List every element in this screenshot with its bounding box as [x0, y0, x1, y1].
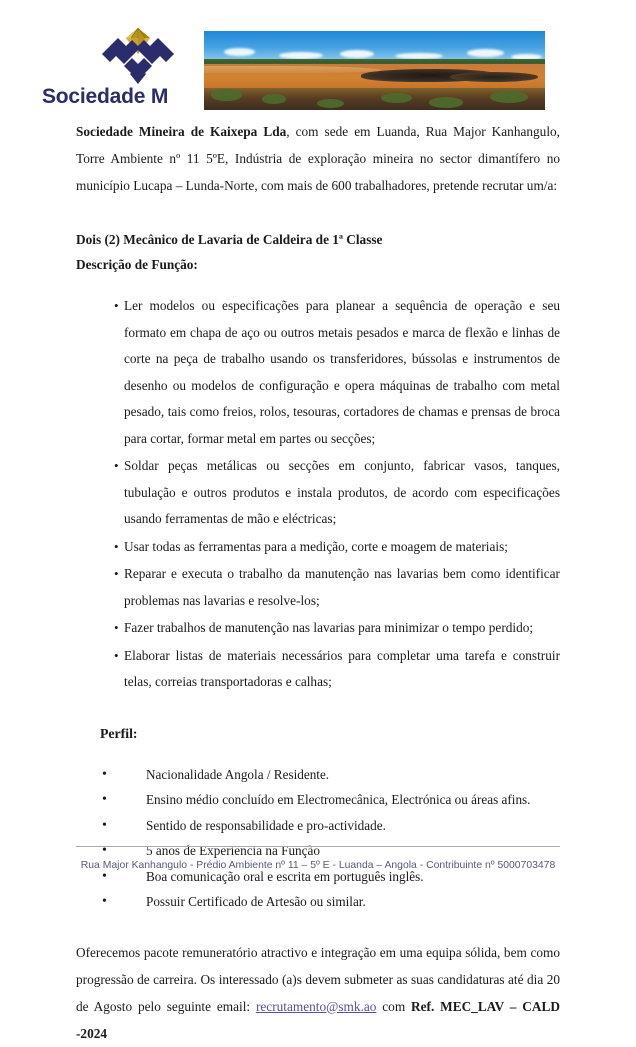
job-title: Dois (2) Mecânico de Lavaria de Caldeira de 1ª Classe [76, 232, 383, 247]
description-item: • Ler modelos ou especificações para planear a sequência de operação e seu formato em chapa de aço ou outros metais pesados e marca de flexão e linhas de corte na peça de trabalho usando os transferidores, bússolas e instrumentos de desenho ou modelos de configuração e opera máquinas de trabalho com metal pesado, tais como freios, rolos, tesouras, cortadores de chamas e prensas de broca para cortar, formar metal em partes ou secções; [114, 293, 560, 452]
closing-paragraph [76, 939, 560, 1047]
perfil-item: • Ensino médio concluído em Electromecânica, Electrónica ou áreas afins. [102, 787, 560, 813]
mining-site-photo [204, 31, 545, 110]
description-label: Descrição de Função: [76, 257, 198, 272]
description-item: • Usar todas as ferramentas para a medição, corte e moagem de materiais; [114, 534, 560, 561]
description-list [76, 293, 560, 696]
logo-wordmark: Sociedade M [42, 86, 169, 106]
photo-bush [262, 94, 286, 103]
photo-bush [211, 89, 242, 100]
perfil-list [76, 762, 560, 915]
description-item: • Soldar peças metálicas ou secções em conjunto, fabricar vasos, tanques, tubulação e outros produtos e instala produtos, de acordo com especificações usando ferramentas de mão e eléctricas; [114, 453, 560, 533]
description-item: • Elaborar listas de materiais necessários para completar uma tarefa e construir telas, correias transportadoras e calhas; [114, 643, 560, 696]
company-logo [42, 22, 217, 112]
job-reference-year: -2024 [76, 1025, 108, 1041]
photo-cloud [467, 49, 505, 57]
closing-text-1: Oferecemos pacote remuneratório atractivo e integração em uma equipa sólida, bem como progressão de carreira. Os interessado (a)s devem submeter as suas candidaturas até dia 20 de Agosto pelo seguinte email: [76, 944, 560, 1014]
footer-address: Rua Major Kanhangulo - Prédio Ambiente nº 11 – 5º E - Luanda – Angola - Contribuinte nº 5000703478 [80, 860, 556, 871]
photo-ridge [204, 66, 381, 73]
perfil-item: • 5 anos de Experiencia na Função [102, 838, 560, 864]
photo-bush [429, 97, 463, 107]
closing-text-2: com [376, 998, 412, 1014]
document-header [0, 0, 636, 112]
description-item: • Fazer trabalhos de manutenção nas lavarias para minimizar o tempo perdido; [114, 615, 560, 642]
document-content [76, 118, 560, 1047]
company-name: Sociedade Mineira de Kaixepa Lda [76, 124, 287, 139]
footer-divider [76, 846, 560, 847]
document-footer [76, 846, 560, 873]
photo-cloud [340, 50, 374, 58]
perfil-item: • Possuir Certificado de Artesão ou similar. [102, 889, 560, 915]
photo-bush [490, 91, 528, 103]
perfil-heading: Perfil: [100, 725, 138, 741]
email-link[interactable]: recrutamento@smk.ao [255, 998, 377, 1014]
job-reference: Ref. MEC_LAV – CALD [411, 998, 560, 1014]
perfil-item: • Boa comunicação oral e escrita em português inglês. [102, 864, 560, 890]
intro-rest: , com sede em Luanda, Rua Major Kanhangulo, Torre Ambiente nº 11 5ºE, Indústria de exploração mineira no sector dimantífero no município Lucapa – Lunda-Norte, com mais de 600 trabalhadores, pretende recrutar um/a: [76, 124, 560, 193]
photo-mining-pit [450, 72, 539, 81]
photo-bush [381, 93, 412, 103]
diamond-cross-logo-icon [100, 24, 176, 88]
description-item: • Reparar e executa o trabalho da manutenção nas lavarias bem como identificar problemas nas lavarias e resolve-los; [114, 561, 560, 614]
intro-paragraph [76, 118, 560, 199]
perfil-item: • Sentido de responsabilidade e pro-actividade. [102, 813, 560, 839]
perfil-item: • Nacionalidade Angola / Residente. [102, 762, 560, 788]
